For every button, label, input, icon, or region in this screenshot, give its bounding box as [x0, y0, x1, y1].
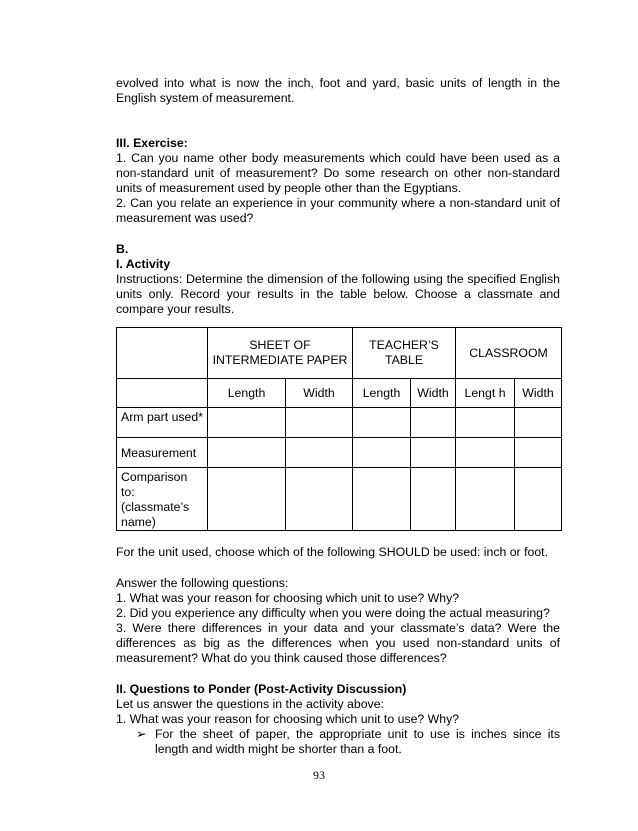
table-subheader: Width	[515, 379, 562, 408]
arrow-bullet-icon: ➢	[136, 727, 147, 741]
table-group-header: TEACHER’S TABLE	[353, 328, 456, 379]
ponder-bullet	[116, 727, 560, 757]
page-content	[116, 76, 560, 757]
table-row	[117, 438, 562, 468]
row-label: Measurement	[117, 438, 208, 468]
table-cell	[515, 438, 562, 468]
exercise-heading: III. Exercise:	[116, 136, 188, 150]
ponder-question: 1. What was your reason for choosing which unit to use? Why?	[116, 712, 460, 726]
table-cell	[353, 408, 411, 438]
table-subheader: Lengt h	[456, 379, 515, 408]
activity-table	[116, 327, 562, 531]
table-corner-cell	[117, 328, 208, 379]
row-label: Comparison to: (classmate’s name)	[117, 468, 208, 531]
activity-heading: I. Activity	[116, 257, 171, 271]
table-corner-cell	[117, 379, 208, 408]
table-cell	[411, 408, 456, 438]
table-cell	[515, 408, 562, 438]
ponder-heading: II. Questions to Ponder (Post-Activity Discussion)	[116, 682, 407, 696]
table-row	[117, 408, 562, 438]
table-subheader: Width	[411, 379, 456, 408]
unit-note: For the unit used, choose which of the following SHOULD be used: inch or foot.	[116, 545, 548, 559]
exercise-item: 1. Can you name other body measurements which could have been used as a non-standard unit of measurement? Do some research on other non-standard units of measurement used by people other than the Egyptians.	[116, 151, 560, 195]
table-cell	[353, 468, 411, 531]
table-cell	[286, 468, 353, 531]
table-subheader: Length	[208, 379, 286, 408]
table-cell	[456, 468, 515, 531]
section-b-heading: B.	[116, 242, 129, 256]
activity-instructions: Instructions: Determine the dimension of the following using the specified English units only. Record your results in the table below. Choose a classmate and compare your results.	[116, 272, 560, 316]
row-label: Arm part used*	[117, 408, 208, 438]
table-cell	[208, 438, 286, 468]
answer-item: 2. Did you experience any difficulty when you were doing the actual measuring?	[116, 606, 550, 620]
table-cell	[456, 438, 515, 468]
table-cell	[208, 468, 286, 531]
table-group-header: SHEET OF INTERMEDIATE PAPER	[208, 328, 353, 379]
page-number: 93	[313, 768, 325, 782]
answer-intro: Answer the following questions:	[116, 576, 289, 590]
table-subheader: Length	[353, 379, 411, 408]
ponder-intro: Let us answer the questions in the activity above:	[116, 697, 384, 711]
table-cell	[456, 408, 515, 438]
table-cell	[286, 408, 353, 438]
exercise-item: 2. Can you relate an experience in your community where a non-standard unit of measurement was used?	[116, 196, 560, 225]
table-cell	[353, 438, 411, 468]
table-cell	[208, 408, 286, 438]
table-subheader: Width	[286, 379, 353, 408]
table-cell	[411, 468, 456, 531]
table-group-header: CLASSROOM	[456, 328, 562, 379]
table-row	[117, 468, 562, 531]
answer-item: 3. Were there differences in your data and your classmate’s data? Were the differences as big as the differences when you used non-standard units of measurement? What do you think caused those differences?	[116, 621, 560, 665]
intro-paragraph: evolved into what is now the inch, foot and yard, basic units of length in the English system of measurement.	[116, 76, 560, 105]
table-cell	[411, 438, 456, 468]
answer-item: 1. What was your reason for choosing which unit to use? Why?	[116, 591, 460, 605]
table-cell	[286, 438, 353, 468]
table-cell	[515, 468, 562, 531]
ponder-bullet-text: For the sheet of paper, the appropriate unit to use is inches since its length and width might be shorter than a foot.	[155, 727, 560, 756]
